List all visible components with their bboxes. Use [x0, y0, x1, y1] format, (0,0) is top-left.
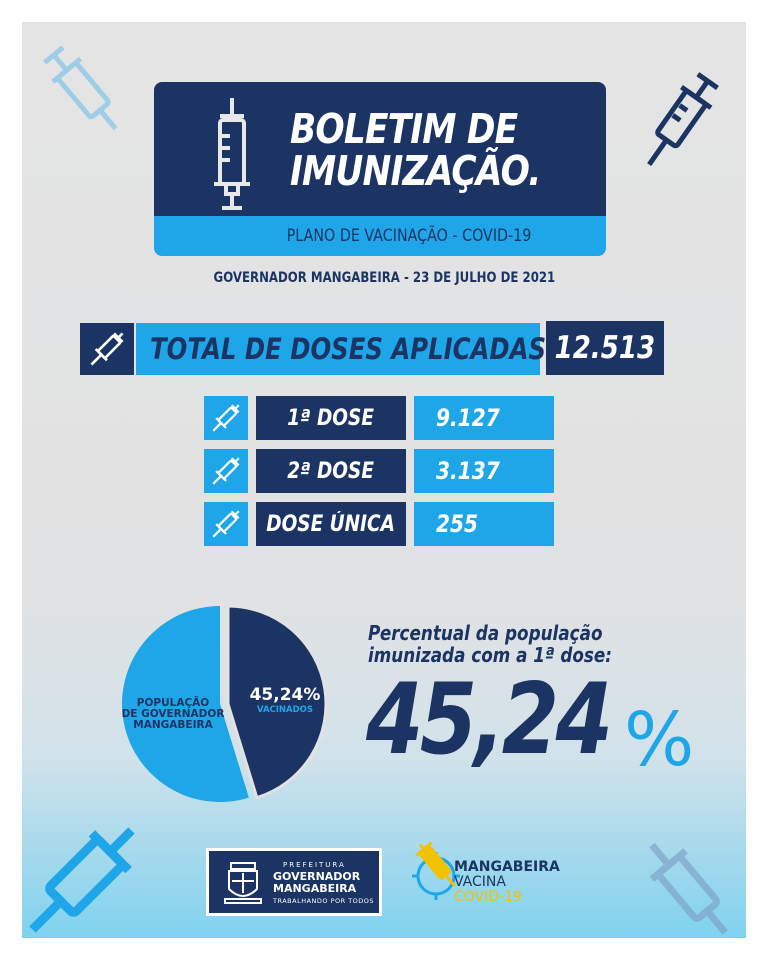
total-doses-label: TOTAL DE DOSES APLICADAS — [136, 323, 540, 375]
bulletin-card — [22, 22, 746, 938]
location-date: GOVERNADOR MANGABEIRA - 23 DE JULHO DE 2021 — [213, 270, 555, 286]
dose-2-value: 3.137 — [414, 449, 554, 493]
dose-unique-label: DOSE ÚNICA — [256, 502, 406, 546]
prefeitura-tagline: TRABALHANDO POR TODOS — [273, 897, 375, 905]
total-doses-value: 12.513 — [546, 321, 664, 375]
dose-1-value: 9.127 — [414, 396, 554, 440]
percentage-sign: % — [624, 697, 695, 783]
prefeitura-name: GOVERNADOR MANGABEIRA — [273, 870, 361, 895]
dose-unique-icon-box — [204, 502, 248, 546]
total-icon-box — [80, 323, 134, 375]
dose-2-icon-box — [204, 449, 248, 493]
syringe-icon — [628, 828, 746, 938]
percentage-caption: Percentual da população imunizada com a 1ª dose: — [368, 621, 613, 667]
percentage-value: 45,24 — [366, 663, 610, 777]
campaign-text: MANGABEIRA VACINA COVID-19 — [454, 859, 560, 905]
syringe-icon — [34, 36, 134, 146]
pie-vaccinated-label: 45,24% VACINADOS — [249, 685, 321, 715]
subtitle: PLANO DE VACINAÇÃO - COVID-19 — [287, 226, 532, 246]
page-title: BOLETIM DE IMUNIZAÇÃO. — [290, 105, 541, 195]
pie-population-label: POPULAÇÃO DE GOVERNADOR MANGABEIRA — [121, 697, 225, 731]
syringe-icon — [80, 323, 134, 375]
syringe-icon — [636, 62, 722, 182]
syringe-icon — [22, 810, 152, 938]
syringe-icon — [208, 96, 256, 220]
prefeitura-small-text: PREFEITURA — [283, 861, 346, 869]
subtitle-bar — [154, 216, 606, 256]
syringe-icon — [204, 396, 248, 440]
dose-1-icon-box — [204, 396, 248, 440]
dose-unique-value: 255 — [414, 502, 554, 546]
syringe-icon — [204, 502, 248, 546]
prefeitura-logo — [206, 848, 382, 916]
city-crest-icon — [223, 861, 263, 905]
dose-2-label: 2ª DOSE — [256, 449, 406, 493]
syringe-icon — [204, 449, 248, 493]
dose-1-label: 1ª DOSE — [256, 396, 406, 440]
